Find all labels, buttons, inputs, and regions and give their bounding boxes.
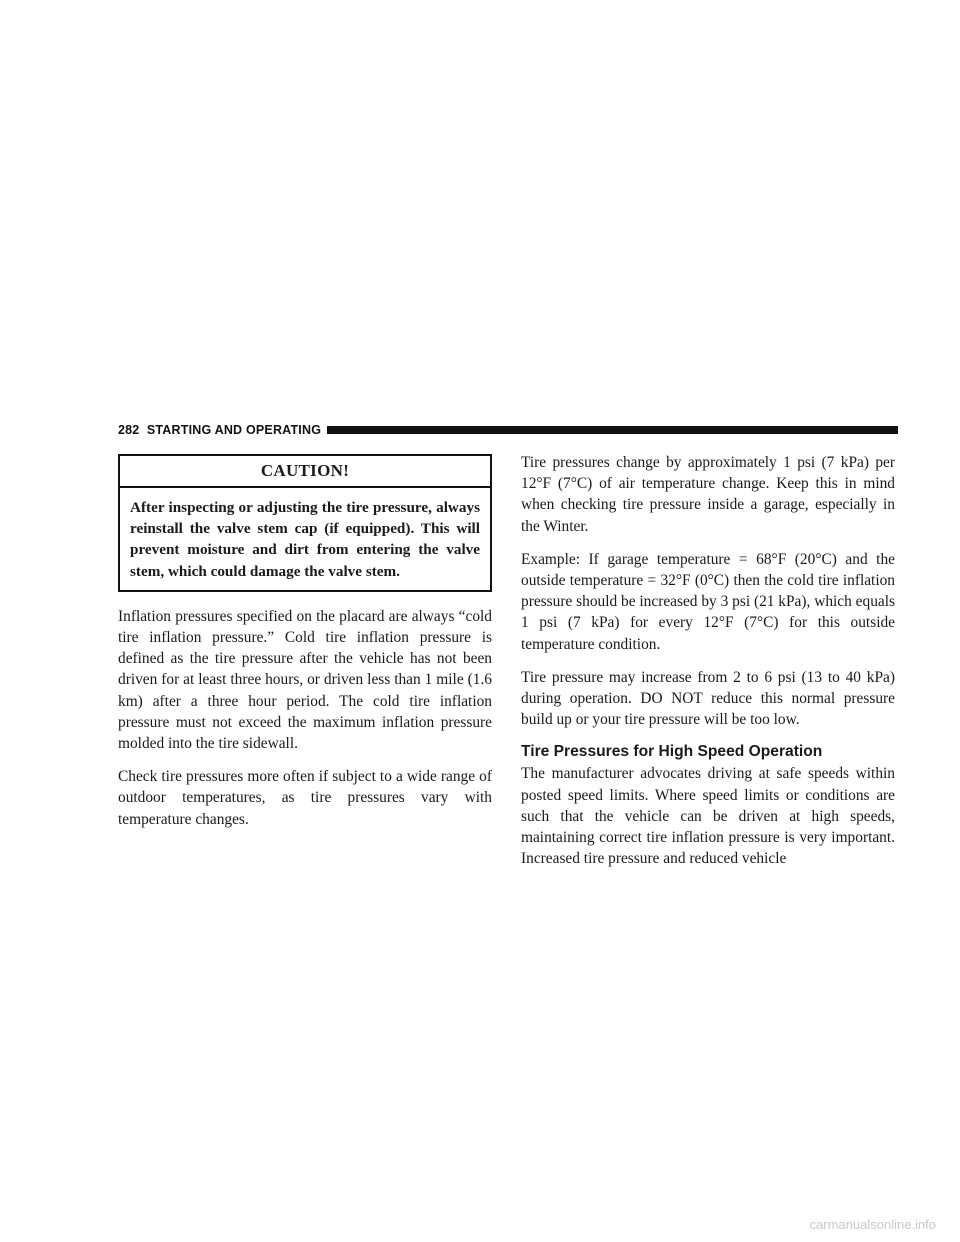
right-column — [521, 452, 895, 881]
paragraph-pressure-increase: Tire pressure may increase from 2 to 6 psi (13 to 40 kPa) during operation. DO NOT reduce this normal pressure build up or your tire pressure will be too low. — [521, 668, 895, 729]
paragraph-pressure-change: Tire pressures change by approximately 1 psi (7 kPa) per 12°F (7°C) of air temperature change. Keep this in mind when checking tire pressure inside a garage, especially in the Winter. — [521, 454, 895, 535]
left-column — [118, 452, 492, 842]
caution-title: CAUTION! — [120, 456, 490, 488]
paragraph-cold-inflation: Inflation pressures specified on the placard are always “cold tire inflation pressure.” Cold tire inflation pressure is defined as the tire pressure after the vehicle has not been driven for at least three hours, or driven less than 1 mile (1.6 km) after a three hour period. The cold tire inflation pressure must not exceed the maximum inflation pressure molded into the tire sidewall. — [118, 607, 492, 753]
caution-body: After inspecting or adjusting the tire pressure, always reinstall the valve stem cap (if equipped). This will prevent moisture and dirt from entering the valve stem, which could damage the valve stem. — [130, 499, 480, 580]
page-header — [118, 421, 898, 439]
footer-watermark: carmanualsonline.info — [809, 1217, 936, 1232]
caution-box — [118, 454, 492, 592]
page-number: 282 — [118, 423, 140, 437]
section-title: STARTING AND OPERATING — [146, 423, 322, 437]
paragraph-high-speed: The manufacturer advocates driving at safe speeds within posted speed limits. Where speed limits or conditions are such that the vehicle can be driven at high speeds, maintaining correct tire inflation pressure is very important. Increased tire pressure and reduced vehicle — [521, 765, 895, 868]
header-rule — [327, 426, 898, 434]
paragraph-check-pressures: Check tire pressures more often if subject to a wide range of outdoor temperatures, as tire pressures vary with temperature changes. — [118, 768, 492, 828]
paragraph-example: Example: If garage temperature = 68°F (20°C) and the outside temperature = 32°F (0°C) then the cold tire inflation pressure should be increased by 3 psi (21 kPa), which equals 1 psi (7 kPa) for every 12°F (7°C) for this outside temperature condition. — [521, 550, 895, 653]
subheading-high-speed: Tire Pressures for High Speed Operation — [521, 743, 823, 761]
page-header-text — [118, 423, 321, 437]
